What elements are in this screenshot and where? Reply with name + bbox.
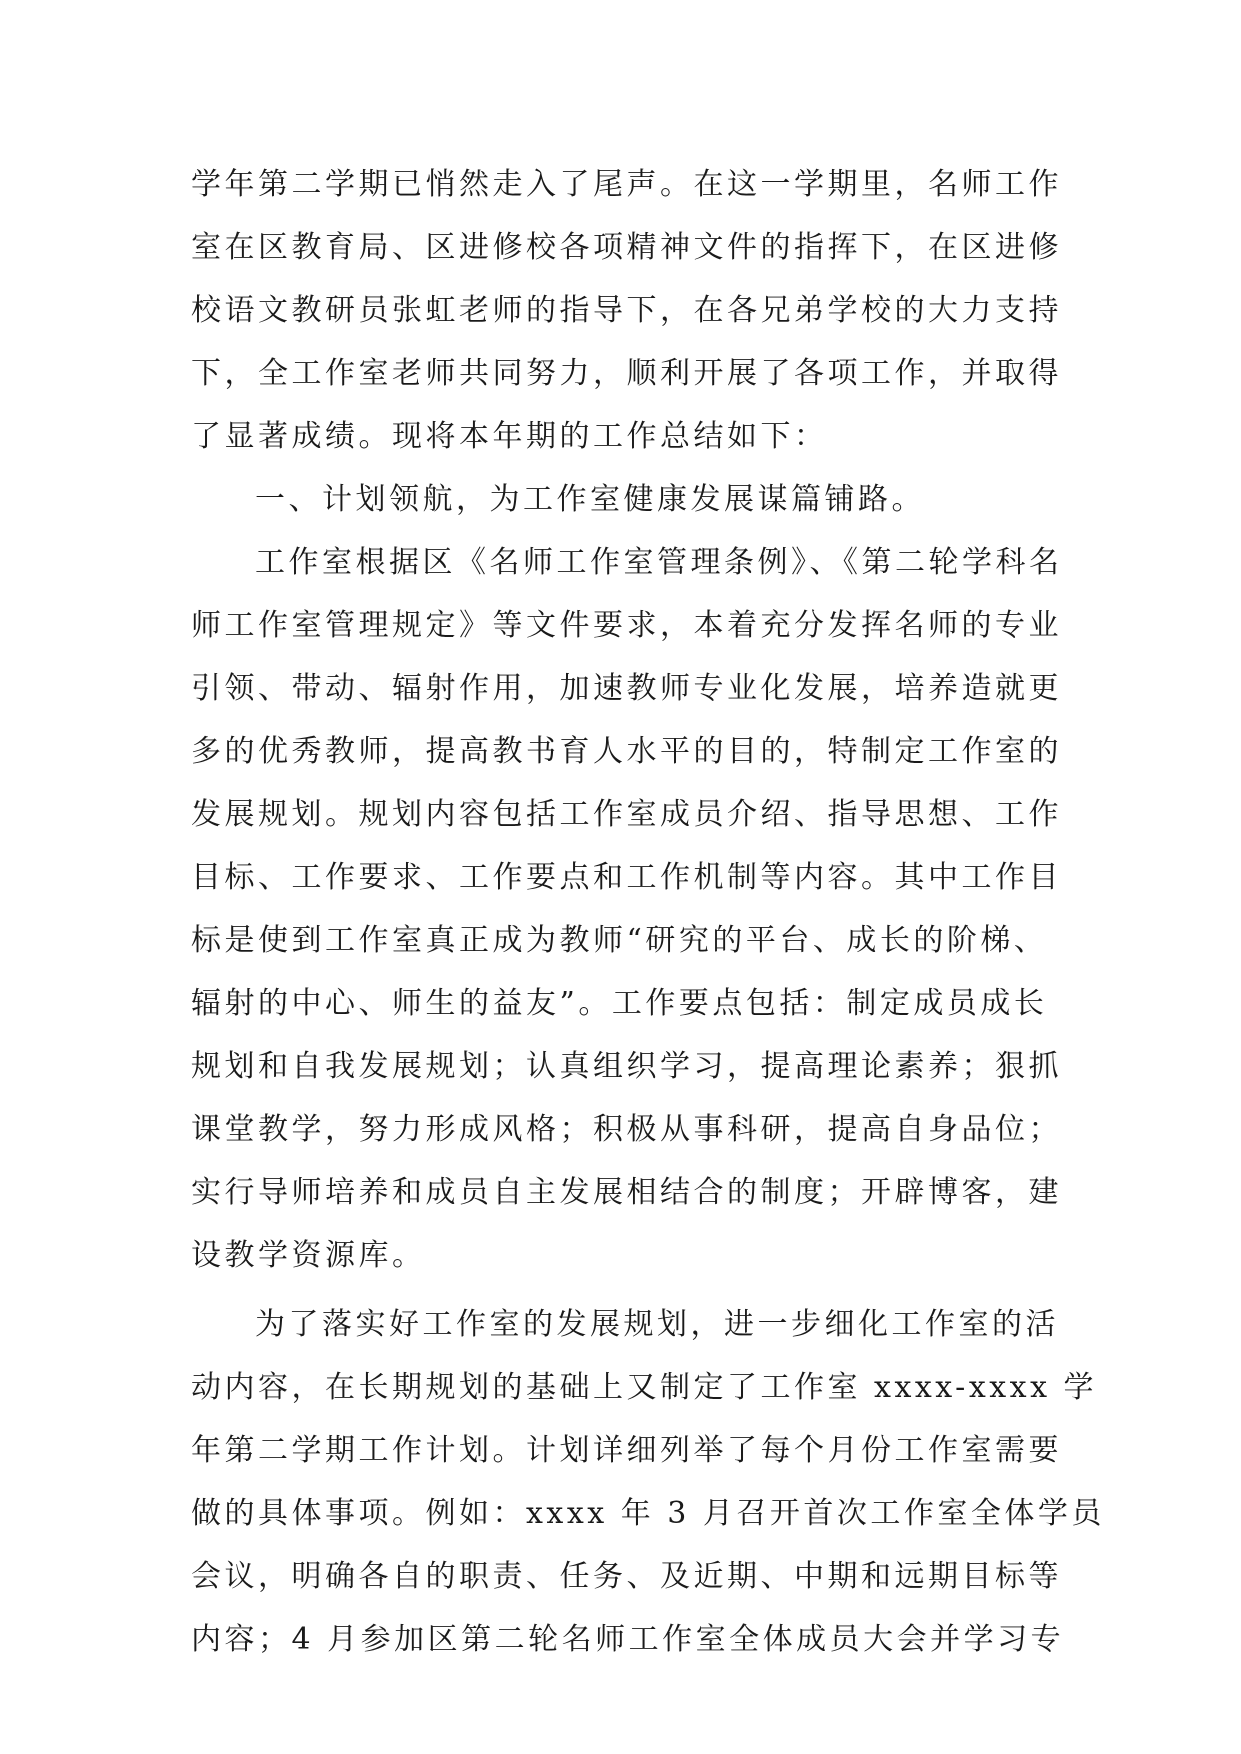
text-line: 实行导师培养和成员自主发展相结合的制度；开辟博客，建	[191, 1175, 1062, 1210]
text-line: 会议，明确各自的职责、任务、及近期、中期和远期目标等	[191, 1559, 1062, 1594]
section-heading: 一、计划领航，为工作室健康发展谋篇铺路。	[255, 482, 925, 517]
text-line: 课堂教学，努力形成风格；积极从事科研，提高自身品位；	[191, 1112, 1062, 1147]
text-line: 校语文教研员张虹老师的指导下，在各兄弟学校的大力支持	[191, 293, 1062, 328]
text-line: 发展规划。规划内容包括工作室成员介绍、指导思想、工作	[191, 797, 1062, 832]
text-line: 师工作室管理规定》等文件要求，本着充分发挥名师的专业	[191, 608, 1062, 643]
text-line: 学年第二学期已悄然走入了尾声。在这一学期里，名师工作	[191, 167, 1062, 202]
text-line: 规划和自我发展规划；认真组织学习，提高理论素养；狠抓	[191, 1049, 1062, 1084]
text-line: 辐射的中心、师生的益友”。工作要点包括：制定成员成长	[191, 986, 1048, 1021]
text-line: 目标、工作要求、工作要点和工作机制等内容。其中工作目	[191, 860, 1062, 895]
text-line: 多的优秀教师，提高教书育人水平的目的，特制定工作室的	[191, 734, 1062, 769]
document-page	[191, 153, 1105, 1671]
text-line: 下，全工作室老师共同努力，顺利开展了各项工作，并取得	[191, 356, 1062, 391]
text-line: 标是使到工作室真正成为教师“研究的平台、成长的阶梯、	[191, 923, 1048, 958]
text-line: 设教学资源库。	[191, 1238, 426, 1273]
text-line: 了显著成绩。现将本年期的工作总结如下：	[191, 419, 828, 454]
paragraph-2	[191, 531, 1063, 1287]
text-line: 室在区教育局、区进修校各项精神文件的指挥下，在区进修	[191, 230, 1062, 265]
text-line: 动内容，在长期规划的基础上又制定了工作室 xxxx-xxxx 学	[191, 1370, 1098, 1405]
text-line: 做的具体事项。例如：xxxx 年 3 月召开首次工作室全体学员	[191, 1496, 1105, 1531]
text-line: 工作室根据区《名师工作室管理条例》、《第二轮学科名	[255, 545, 1063, 580]
text-line: 年第二学期工作计划。计划详细列举了每个月份工作室需要	[191, 1433, 1062, 1468]
paragraph-1	[191, 153, 1062, 468]
text-line: 引领、带动、辐射作用，加速教师专业化发展，培养造就更	[191, 671, 1062, 706]
text-line: 为了落实好工作室的发展规划，进一步细化工作室的活	[255, 1307, 1059, 1342]
paragraph-3	[191, 1293, 1105, 1671]
text-line: 内容；4 月参加区第二轮名师工作室全体成员大会并学习专	[191, 1622, 1065, 1657]
